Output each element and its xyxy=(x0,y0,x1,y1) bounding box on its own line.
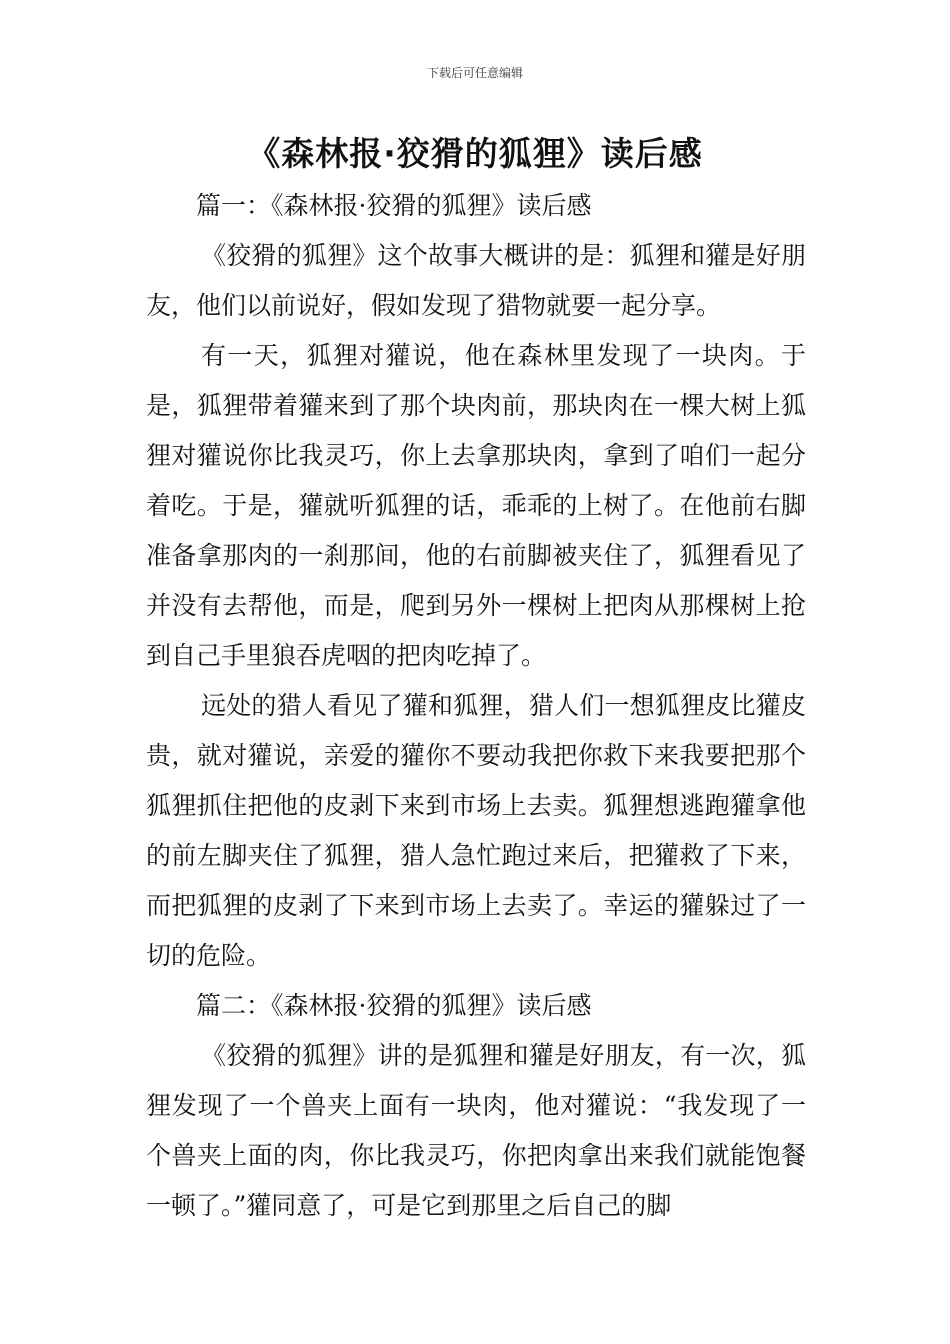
paragraph-1-2: 有一天，狐狸对獾说，他在森林里发现了一块肉。于是，狐狸带着獾来到了那个块肉前，那块肉在一棵大树上狐狸对獾说你比我灵巧，你上去拿那块肉，拿到了咱们一起分着吃。于是，獾就听狐狸的话，乖乖的上树了。在他前右脚准备拿那肉的一刹那间，他的右前脚被夹住了，狐狸看见了并没有去帮他，而是，爬到另外一棵树上把肉从那棵树上抢到自己手里狼吞虎咽的把肉吃掉了。 xyxy=(146,341,806,670)
section-heading-1: 篇一：《森林报·狡猾的狐狸》读后感 xyxy=(196,191,592,220)
paragraph-2-1: 《狡猾的狐狸》讲的是狐狸和獾是好朋友，有一次，狐狸发现了一个兽夹上面有一块肉，他对獾说：“我发现了一个兽夹上面的肉，你比我灵巧，你把肉拿出来我们就能饱餐一顿了。”獾同意了，可是它到那里之后自己的脚 xyxy=(146,1041,806,1220)
document-body xyxy=(146,181,806,1231)
document-title: 《森林报·狡猾的狐狸》读后感 xyxy=(247,134,703,173)
header-note: 下载后可任意编辑 xyxy=(426,66,523,80)
paragraph-1-1: 《狡猾的狐狸》这个故事大概讲的是：狐狸和獾是好朋友，他们以前说好，假如发现了猎物就要一起分享。 xyxy=(146,241,806,320)
section-heading-2: 篇二：《森林报·狡猾的狐狸》读后感 xyxy=(196,991,592,1020)
paragraph-1-3: 远处的猎人看见了獾和狐狸，猎人们一想狐狸皮比獾皮贵，就对獾说，亲爱的獾你不要动我把你救下来我要把那个狐狸抓住把他的皮剥下来到市场上去卖。狐狸想逃跑獾拿他的前左脚夹住了狐狸，猎人急忙跑过来后，把獾救了下来，而把狐狸的皮剥了下来到市场上去卖了。幸运的獾躲过了一切的危险。 xyxy=(146,691,806,970)
